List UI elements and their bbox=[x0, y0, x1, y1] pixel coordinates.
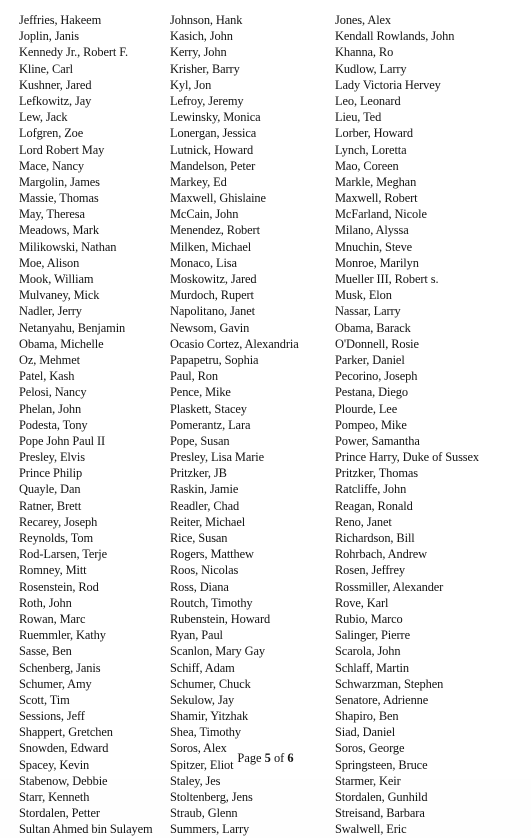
name-entry: Reynolds, Tom bbox=[19, 531, 94, 545]
name-entry: Patel, Kash bbox=[19, 369, 75, 384]
name-entry: Rosenstein, Rod bbox=[19, 579, 99, 594]
name-entry: Maxwell, Robert bbox=[335, 191, 418, 206]
name-entry: Oz, Mehmet bbox=[19, 352, 80, 367]
name-entry: Kendall Rowlands, John bbox=[335, 29, 455, 44]
name-entry: Lord Robert May bbox=[19, 142, 105, 157]
name-entry: Stordalen, Petter bbox=[19, 806, 100, 821]
name-entry: Netanyahu, Benjamin bbox=[19, 320, 126, 335]
name-entry: Starmer, Keir bbox=[335, 773, 401, 788]
name-entry: Reagan, Ronald bbox=[335, 498, 413, 513]
name-entry: Rod-Larsen, Terje bbox=[19, 547, 108, 562]
name-entry: Schiff, Adam bbox=[170, 660, 235, 675]
name-entry: Sasse, Ben bbox=[19, 644, 72, 659]
name-entry: McFarland, Nicole bbox=[335, 207, 427, 222]
name-entry: Quayle, Dan bbox=[19, 482, 81, 497]
name-entry: Kennedy Jr., Robert F. bbox=[19, 45, 129, 60]
name-entry: Scarola, John bbox=[335, 644, 401, 659]
page-word: Page bbox=[237, 751, 262, 765]
name-entry: Meadows, Mark bbox=[19, 223, 99, 238]
name-entry: Presley, Elvis bbox=[19, 450, 85, 465]
name-entry: Rice, Susan bbox=[170, 531, 228, 545]
name-entry: Pope John Paul II bbox=[19, 433, 106, 448]
name-entry: May, Theresa bbox=[19, 207, 85, 222]
name-entry: Obama, Barack bbox=[335, 320, 411, 335]
name-entry: Menendez, Robert bbox=[170, 223, 260, 238]
name-entry: Milano, Alyssa bbox=[335, 223, 409, 238]
name-entry: Plourde, Lee bbox=[335, 401, 398, 416]
name-entry: Shea, Timothy bbox=[170, 725, 241, 740]
name-entry: Napolitano, Janet bbox=[170, 304, 256, 319]
name-entry: O'Donnell, Rosie bbox=[335, 336, 419, 351]
name-entry: Mueller III, Robert s. bbox=[335, 272, 439, 286]
name-entry: Paul, Ron bbox=[170, 369, 218, 384]
name-entry: Krisher, Barry bbox=[170, 61, 240, 76]
name-entry: Roth, John bbox=[19, 595, 72, 610]
name-entry: Milken, Michael bbox=[170, 239, 252, 254]
name-entry: Lieu, Ted bbox=[335, 110, 382, 125]
name-entry: Presley, Lisa Marie bbox=[170, 450, 264, 465]
name-entry: Lonergan, Jessica bbox=[170, 126, 257, 141]
name-entry: Moskowitz, Jared bbox=[170, 272, 257, 286]
name-entry: Scanlon, Mary Gay bbox=[170, 644, 265, 659]
name-entry: Prince Harry, Duke of Sussex bbox=[335, 450, 480, 465]
name-entry: Shamir, Yitzhak bbox=[170, 709, 249, 724]
name-entry: Snowden, Edward bbox=[19, 741, 109, 756]
name-entry: Mace, Nancy bbox=[19, 158, 84, 173]
name-entry: Kerry, John bbox=[170, 45, 227, 60]
name-entry: Jeffries, Hakeem bbox=[19, 13, 102, 27]
name-entry: Summers, Larry bbox=[170, 822, 250, 837]
name-entry: Swalwell, Eric bbox=[335, 822, 407, 837]
name-entry: Springsteen, Bruce bbox=[335, 757, 428, 772]
name-entry: Stabenow, Debbie bbox=[19, 773, 108, 788]
name-entry: Readler, Chad bbox=[170, 498, 240, 513]
current-page-number: 5 bbox=[264, 751, 271, 765]
name-entry: Romney, Mitt bbox=[19, 563, 87, 578]
name-entry: Routch, Timothy bbox=[170, 595, 253, 610]
name-entry: Obama, Michelle bbox=[19, 336, 104, 351]
name-entry: Streisand, Barbara bbox=[335, 806, 425, 821]
name-entry: Pritzker, Thomas bbox=[335, 466, 419, 481]
name-entry: Plaskett, Stacey bbox=[170, 401, 247, 416]
name-entry: Pompeo, Mike bbox=[335, 417, 407, 432]
name-entry: Podesta, Tony bbox=[19, 417, 88, 432]
name-entry: Spitzer, Eliot bbox=[170, 757, 234, 772]
name-entry: Soros, George bbox=[335, 741, 405, 756]
name-entry: Reno, Janet bbox=[335, 514, 392, 529]
name-entry: Lofgren, Zoe bbox=[19, 126, 84, 141]
name-entry: Kline, Carl bbox=[19, 61, 73, 76]
name-entry: Prince Philip bbox=[19, 466, 83, 481]
name-entry: Starr, Kenneth bbox=[19, 790, 90, 804]
name-entry: Ruemmler, Kathy bbox=[19, 628, 106, 643]
name-entry: Salinger, Pierre bbox=[335, 628, 410, 643]
name-entry: Lynch, Loretta bbox=[335, 142, 407, 157]
name-entry: Richardson, Bill bbox=[335, 531, 415, 545]
name-entry: Rossmiller, Alexander bbox=[335, 579, 444, 594]
name-entry: Massie, Thomas bbox=[19, 191, 99, 206]
name-entry: Rowan, Marc bbox=[19, 611, 86, 626]
name-entry: Parker, Daniel bbox=[335, 352, 405, 367]
name-entry: Mnuchin, Steve bbox=[335, 239, 413, 254]
name-entry: Mandelson, Peter bbox=[170, 158, 256, 173]
name-entry: Sessions, Jeff bbox=[19, 709, 85, 724]
name-entry: Ratcliffe, John bbox=[335, 482, 407, 497]
name-entry: Murdoch, Rupert bbox=[170, 288, 254, 303]
name-entry: Rubenstein, Howard bbox=[170, 611, 271, 626]
name-entry: Shappert, Gretchen bbox=[19, 725, 113, 740]
name-entry: Power, Samantha bbox=[335, 433, 420, 448]
name-entry: Lady Victoria Hervey bbox=[335, 77, 441, 92]
name-entry: Siad, Daniel bbox=[335, 725, 396, 740]
name-entry: Pecorino, Joseph bbox=[335, 369, 418, 384]
name-entry: Pritzker, JB bbox=[170, 466, 227, 481]
name-entry: Milikowski, Nathan bbox=[19, 239, 117, 254]
name-entry: McCain, John bbox=[170, 207, 239, 222]
name-entry: Lutnick, Howard bbox=[170, 142, 254, 157]
name-entry: Stoltenberg, Jens bbox=[170, 790, 253, 804]
name-entry: Pelosi, Nancy bbox=[19, 385, 87, 400]
name-entry: Reiter, Michael bbox=[170, 514, 246, 529]
name-entry: Schlaff, Martin bbox=[335, 660, 409, 675]
name-entry: Lefkowitz, Jay bbox=[19, 93, 92, 108]
name-entry: Maxwell, Ghislaine bbox=[170, 191, 266, 206]
name-entry: Rohrbach, Andrew bbox=[335, 547, 427, 562]
total-pages-number: 6 bbox=[287, 751, 294, 765]
name-entry: Lorber, Howard bbox=[335, 126, 413, 141]
name-entry: Johnson, Hank bbox=[170, 13, 243, 27]
page-footer bbox=[0, 750, 531, 766]
name-entry: Joplin, Janis bbox=[19, 29, 79, 44]
name-entry: Pope, Susan bbox=[170, 433, 230, 448]
name-entry: Rogers, Matthew bbox=[170, 547, 254, 562]
name-entry: Roos, Nicolas bbox=[170, 563, 239, 578]
name-entry: Senatore, Adrienne bbox=[335, 692, 429, 707]
name-entry: Sekulow, Jay bbox=[170, 692, 235, 707]
name-column-1 bbox=[19, 12, 171, 838]
name-entry: Monaco, Lisa bbox=[170, 255, 237, 270]
name-entry: Mulvaney, Mick bbox=[19, 288, 100, 303]
name-entry: Raskin, Jamie bbox=[170, 482, 239, 497]
name-entry: Soros, Alex bbox=[170, 741, 227, 756]
name-entry: Markle, Meghan bbox=[335, 174, 417, 189]
name-entry: Kasich, John bbox=[170, 29, 233, 44]
name-entry: Kushner, Jared bbox=[19, 77, 92, 92]
name-entry: Staley, Jes bbox=[170, 773, 221, 788]
name-entry: Pomerantz, Lara bbox=[170, 417, 251, 432]
name-entry: Pence, Mike bbox=[170, 385, 231, 400]
name-column-3 bbox=[335, 12, 527, 838]
name-entry: Lefroy, Jeremy bbox=[170, 93, 244, 108]
name-entry: Straub, Glenn bbox=[170, 806, 238, 821]
name-entry: Schumer, Chuck bbox=[170, 676, 251, 691]
name-entry: Nassar, Larry bbox=[335, 304, 401, 319]
name-entry: Lew, Jack bbox=[19, 110, 68, 125]
name-entry: Stordalen, Gunhild bbox=[335, 790, 428, 804]
name-entry: Schenberg, Janis bbox=[19, 660, 101, 675]
name-entry: Jones, Alex bbox=[335, 13, 392, 27]
name-entry: Phelan, John bbox=[19, 401, 82, 416]
name-entry: Scott, Tim bbox=[19, 692, 70, 707]
name-entry: Mook, William bbox=[19, 272, 94, 286]
name-entry: Ryan, Paul bbox=[170, 628, 223, 643]
name-entry: Kudlow, Larry bbox=[335, 61, 407, 76]
name-entry: Schwarzman, Stephen bbox=[335, 676, 444, 691]
name-entry: Mao, Coreen bbox=[335, 158, 399, 173]
name-column-2 bbox=[170, 12, 334, 838]
name-entry: Monroe, Marilyn bbox=[335, 255, 419, 270]
name-entry: Margolin, James bbox=[19, 174, 100, 189]
name-entry: Sultan Ahmed bin Sulayem bbox=[19, 822, 153, 837]
of-word: of bbox=[273, 751, 285, 765]
name-entry: Recarey, Joseph bbox=[19, 514, 98, 529]
name-entry: Nadler, Jerry bbox=[19, 304, 82, 319]
name-entry: Spacey, Kevin bbox=[19, 757, 90, 772]
name-entry: Musk, Elon bbox=[335, 288, 392, 303]
name-entry: Markey, Ed bbox=[170, 174, 227, 189]
name-entry: Papapetru, Sophia bbox=[170, 352, 259, 367]
name-entry: Khanna, Ro bbox=[335, 45, 394, 60]
name-entry: Ocasio Cortez, Alexandria bbox=[170, 336, 299, 351]
name-entry: Rove, Karl bbox=[335, 595, 389, 610]
name-entry: Kyl, Jon bbox=[170, 77, 212, 92]
name-entry: Ross, Diana bbox=[170, 579, 229, 594]
name-entry: Lewinsky, Monica bbox=[170, 110, 261, 125]
name-entry: Ratner, Brett bbox=[19, 498, 82, 513]
name-entry: Shapiro, Ben bbox=[335, 709, 399, 724]
name-entry: Newsom, Gavin bbox=[170, 320, 250, 335]
name-entry: Rubio, Marco bbox=[335, 611, 403, 626]
name-entry: Pestana, Diego bbox=[335, 385, 408, 400]
name-entry: Moe, Alison bbox=[19, 255, 80, 270]
name-entry: Schumer, Amy bbox=[19, 676, 92, 691]
name-entry: Rosen, Jeffrey bbox=[335, 563, 405, 578]
name-entry: Leo, Leonard bbox=[335, 93, 401, 108]
